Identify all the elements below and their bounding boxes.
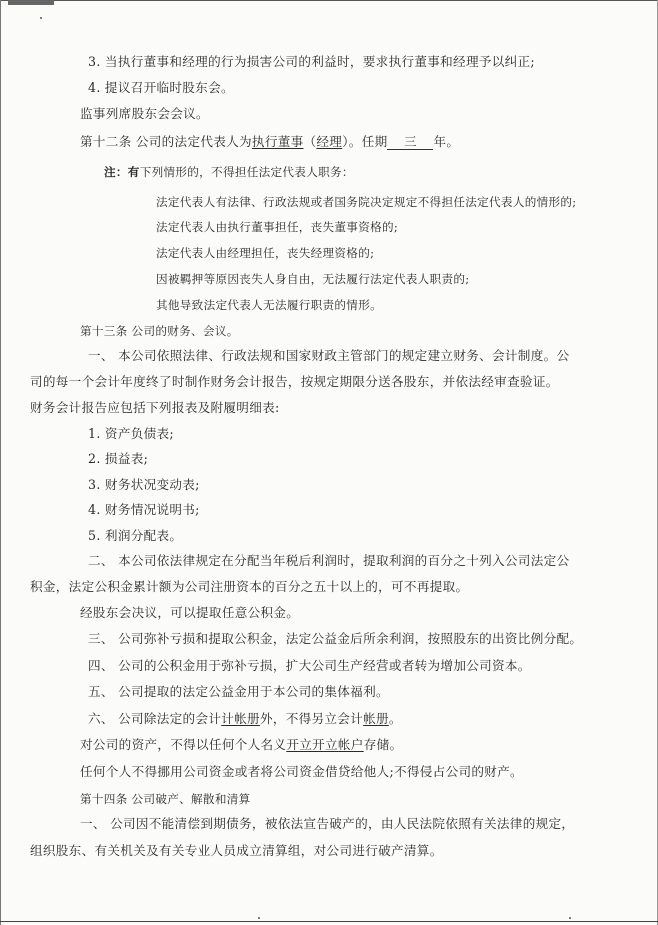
text-line: 一、 本公司依照法律、行政法规和国家财政主管部门的规定建立财务、会计制度。公 xyxy=(88,348,570,363)
note-item: 其他导致法定代表人无法履行职责的情形。 xyxy=(156,298,382,312)
note-item: 因被羁押等原因丧失人身自由，无法履行法定代表人职责的; xyxy=(156,272,470,286)
scan-speck xyxy=(258,917,260,919)
underlined-text: 计帐册 xyxy=(221,711,260,726)
text-line: 财务会计报告应包括下列报表及附履明细表: xyxy=(30,400,280,415)
text-span: ）。任期 xyxy=(342,134,388,149)
article-12-line xyxy=(80,134,459,150)
text-span: 。 xyxy=(388,711,402,726)
underlined-text: 开立开立帐户 xyxy=(286,737,364,752)
text-line xyxy=(88,711,402,727)
page-top-edge xyxy=(0,0,658,1)
text-span: 年。 xyxy=(433,134,460,149)
report-item: 2. 损益表; xyxy=(88,451,149,466)
text-line: 组织股东、有关机关及有关专业人员成立清算组，对公司进行破产清算。 xyxy=(30,843,443,858)
text-line: 积金，法定公积金累计额为公司注册资本的百分之五十以上的，可不再提取。 xyxy=(30,579,469,594)
text-line: 三、 公司弥补亏损和提取公积金，法定公益金后所余利润，按照股东的出资比例分配。 xyxy=(88,631,583,646)
text-line: 司的每一个会计年度终了时制作财务会计报告，按规定期限分送各股东，并依法经审查验证。 xyxy=(30,374,559,389)
text-line: 五、 公司提取的法定公益金用于本公司的集体福利。 xyxy=(88,684,389,699)
text-line: 任何个人不得挪用公司资金或者将公司资金借贷给他人;不得侵占公司的财产。 xyxy=(80,764,523,779)
text-span: 对公司的资产，不得以任何个人名义 xyxy=(80,737,287,752)
text-line: 一、 公司因不能清偿到期债务，被依法宣告破产的，由人民法院依照有关法律的规定， xyxy=(80,816,575,831)
note-item: 法定代表人由经理担任，丧失经理资格的; xyxy=(156,246,375,260)
underlined-text: 执行董事 xyxy=(251,134,304,149)
note-line xyxy=(104,164,354,180)
report-item: 1. 资产负债表; xyxy=(88,426,174,441)
text-line xyxy=(80,737,402,753)
text-line: 3. 当执行董事和经理的行为损害公司的利益时，要求执行董事和经理予以纠正; xyxy=(88,54,535,69)
report-item: 4. 财务情况说明书; xyxy=(88,502,200,517)
text-span: 存储。 xyxy=(363,737,403,752)
text-span: 外，不得另立会计 xyxy=(259,711,364,726)
text-span: （ xyxy=(303,134,317,149)
note-label: 注：有 xyxy=(104,165,140,179)
report-item: 3. 财务状况变动表; xyxy=(88,477,200,492)
text-span: 第十二条 公司的法定代表人为 xyxy=(80,134,252,149)
text-line: 四、 公司的公积金用于弥补亏损，扩大公司生产经营或者转为增加公司资本。 xyxy=(88,658,531,673)
article-14-heading: 第十四条 公司破产、解散和清算 xyxy=(80,792,251,806)
fill-blank: 三 xyxy=(387,135,433,150)
report-item: 5. 利润分配表。 xyxy=(88,528,183,543)
note-item: 法定代表人有法律、行政法规或者国务院决定规定不得担任法定代表人的情形的; xyxy=(156,195,577,209)
underlined-text: 经理 xyxy=(316,134,343,149)
page-bottom-edge xyxy=(0,921,658,922)
text-line: 监事列席股东会会议。 xyxy=(80,106,209,121)
text-line: 二、 本公司依法律规定在分配当年税后利润时，提取利润的百分之十列入公司法定公 xyxy=(88,553,570,568)
scan-speck xyxy=(569,917,571,919)
page-left-edge xyxy=(0,0,1,925)
text-line: 经股东会决议，可以提取任意公积金。 xyxy=(80,605,300,620)
scan-corner-mark xyxy=(8,0,54,5)
note-item: 法定代表人由执行董事担任，丧失董事资格的; xyxy=(156,220,399,234)
text-span: 六、 公司除法定的会计 xyxy=(88,711,222,726)
text-span: 下列情形的，不得担任法定代表人职务： xyxy=(139,165,354,179)
article-13-heading: 第十三条 公司的财务、会议。 xyxy=(80,324,239,338)
text-line: 4. 提议召开临时股东会。 xyxy=(88,80,234,95)
underlined-text: 帐册 xyxy=(363,711,389,726)
scan-speck xyxy=(40,17,42,19)
